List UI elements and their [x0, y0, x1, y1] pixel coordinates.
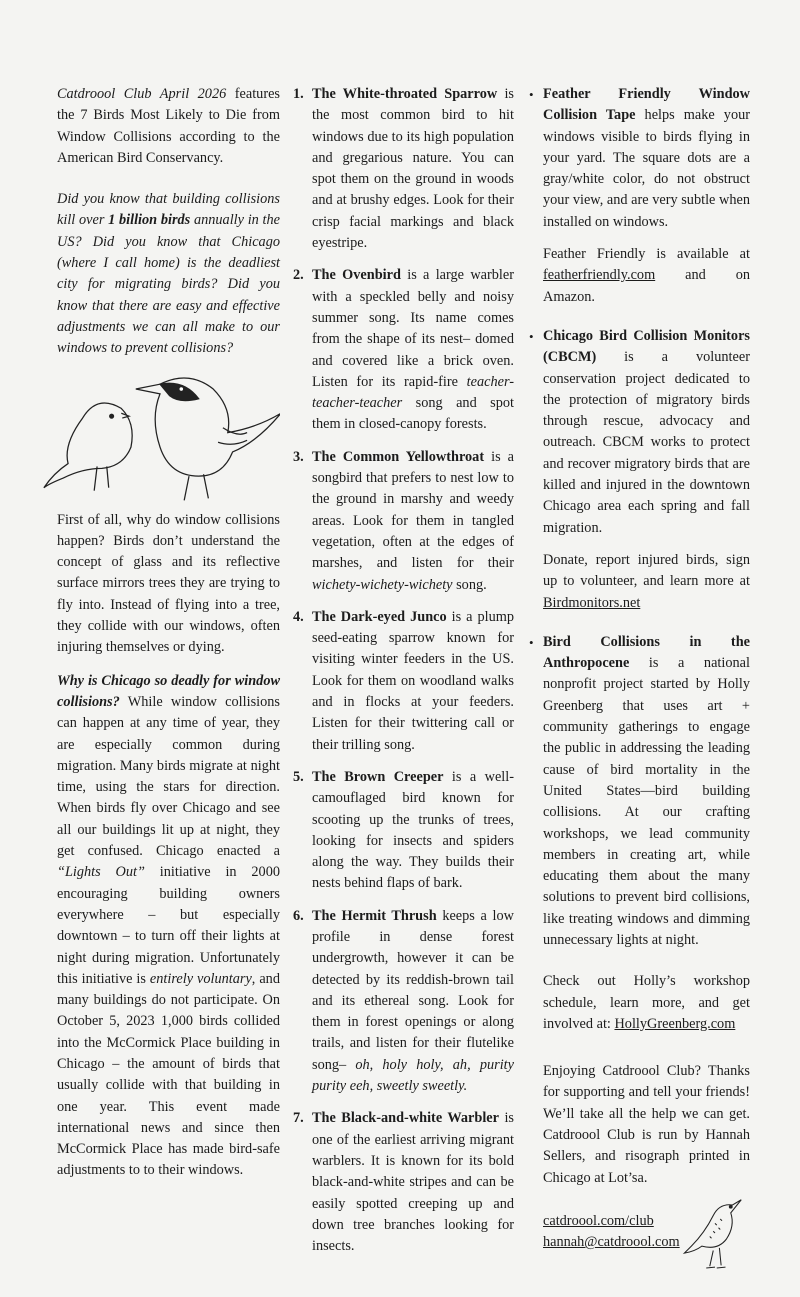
bullet-icon: • [529, 328, 534, 344]
text-segment: Enjoying Catdroool Club? Thanks for supporting and tell your friends! We’ll take all the help we can get. Catdroool Club is run by Hannah Sellers, and risograph printed in Chicago at Lot’sa. [543, 1063, 750, 1186]
bullet-icon: • [529, 634, 534, 650]
bird-list-item [293, 906, 514, 1098]
question-paragraph [57, 189, 280, 359]
text-segment: “Lights Out” [57, 864, 145, 881]
bird-description [312, 447, 514, 596]
bullet-icon: • [529, 87, 534, 102]
item-number: 4. [293, 608, 304, 625]
text-segment: Check out Holly’s workshop schedule, learn more, and get involved at: [543, 973, 750, 1032]
link[interactable]: HollyGreenberg.com [614, 1015, 736, 1032]
text-segment: is one of the earliest arriving migrant warblers. It is known for its bold black-and-white stripes and can be easily spotted creeping up and down tree branches looking for insects. [312, 1110, 514, 1255]
text-segment: entirely voluntary [149, 970, 252, 987]
text-segment: song. [452, 576, 487, 593]
text-segment: keeps a low profile in dense forest undergrowth, however it can be detected by its reddish-brown tail and its ethereal song. Look for them in forest openings or along trails, and listen for their flutelike song– [312, 907, 514, 1073]
text-segment: is a plump seed-eating sparrow known for visiting winter feeders in the US. Look for them on woodland walks and in flocks at your feeders. Listen for their twittering call or their trilling song. [312, 608, 514, 753]
feather-friendly-text [543, 84, 750, 233]
text-segment: wichety-wichety-wichety [312, 576, 453, 593]
contact-links [543, 1211, 680, 1254]
text-segment: is the most common bird to hit windows due to its high population and gregarious nature. You can spot them on the ground in woods and at brushy edges. Look for their crisp facial markings and black eyestripe. [312, 86, 514, 252]
item-number: 3. [293, 448, 304, 465]
text-segment: song and spot them in closed-canopy forests. [312, 395, 514, 433]
bird-list-item [293, 265, 514, 435]
cbcm-text [543, 326, 750, 539]
text-segment: Donate, report injured birds, sign up to volunteer, and learn more at [543, 551, 750, 590]
text-segment: helps make your windows visible to birds flying in your yard. The square dots are a gray/white color, do not obstruct your view, and are very subtle when installed on windows. [543, 107, 750, 230]
bird-list-item [293, 1108, 514, 1257]
bird-description [312, 906, 514, 1098]
text-segment: The Dark-eyed Junco [312, 608, 447, 625]
text-segment: The White-throated Sparrow [312, 86, 498, 102]
bird-list-item [293, 447, 514, 596]
text-segment: oh, holy holy, ah, purity purity eeh, sweetly sweetly. [312, 1056, 514, 1095]
text-segment: teacher-teacher-teacher [312, 373, 514, 412]
text-segment: Bird Collisions in the Anthropocene [543, 633, 750, 672]
column-left [57, 84, 280, 1182]
bird-list-item [293, 607, 514, 756]
birds-illustration [40, 360, 280, 510]
text-segment: While window collisions can happen at any time of year, they are especially common during migration. Many birds migrate at night time, using the stars for direction. When birds fly over Chicago and see all our buildings lit up at night, they get confused. Chicago enacted a [57, 693, 280, 860]
link[interactable]: featherfriendly.com [543, 267, 656, 284]
club-link[interactable]: catdroool.com/club [543, 1212, 654, 1229]
text-segment: is a well-camouflaged bird known for scooting up the trunks of trees, looking for insects and spiders along the way. They builds their nests behind flaps of bark. [312, 768, 514, 892]
column-right [529, 84, 750, 1277]
item-number: 5. [293, 768, 304, 785]
item-number: 6. [293, 907, 304, 924]
text-segment: Catdroool Club April 2026 [57, 86, 227, 102]
text-segment: The Hermit Thrush [312, 907, 437, 924]
text-segment: features the 7 Birds Most Likely to Die from Window Collisions according to the American Bird Conservancy. [57, 86, 280, 166]
email-link[interactable]: hannah@catdroool.com [543, 1234, 680, 1251]
thrush-illustration [680, 1189, 750, 1277]
bird-description [312, 607, 514, 756]
cbcm-section [529, 326, 750, 614]
text-segment: initiative in 2000 encouraging building owners everywhere – but especially downtown – to turn off their lights at night during migration. Unfortunately this initiative is [57, 864, 280, 987]
text-segment: 1 billion birds [108, 212, 191, 229]
anthropocene-text [543, 632, 750, 951]
intro-paragraph [57, 84, 280, 169]
outro-paragraph [543, 1061, 750, 1189]
bird-description [312, 767, 514, 895]
text-segment: is a volunteer conservation project dedicated to the protection of migratory birds through rescue, advocacy and outreach. CBCM works to protect and recover migratory birds that are killed and injured in the downtown Chicago area each spring and fall migration. [543, 349, 750, 536]
text-segment: Chicago Bird Collision Monitors (CBCM) [543, 327, 750, 366]
text-segment: The Common Yellowthroat [312, 448, 485, 465]
text-segment: , and many buildings do not participate. On October 5, 2023 1,000 birds collided into the McCormick Place building in Chicago – the amount of birds that usually collide with that building in one year. This event made international news and since then McCormick Place has made bird-safe adjustments to to their windows. [57, 970, 280, 1179]
feather-friendly-more [543, 244, 750, 308]
text-segment: The Ovenbird [312, 267, 401, 284]
why-happen-paragraph [57, 510, 280, 659]
bird-list-item [293, 84, 514, 254]
text-segment: Why is Chicago so deadly for window collisions? [57, 672, 280, 710]
bird-description [312, 1108, 514, 1257]
bird-description [312, 265, 514, 435]
text-segment: is a large warbler with a speckled belly and noisy summer song. Its name comes from the shape of its nest– domed and covered like a brick oven. Listen for its rapid-fire [312, 267, 514, 390]
link[interactable]: Birdmonitors.net [543, 594, 641, 611]
cbcm-more [543, 550, 750, 614]
why-chicago-paragraph [57, 671, 280, 1182]
item-number: 7. [293, 1110, 304, 1127]
text-segment: is a songbird that prefers to nest low to the ground in marshy and weedy areas. Look for them in tangled vegetation, often at the edges of marshes, and listen for their [312, 448, 515, 572]
feather-friendly-section [529, 84, 750, 308]
item-number: 2. [293, 267, 304, 284]
bird-description [312, 84, 514, 254]
text-segment: Feather Friendly Window Collision Tape [543, 86, 750, 124]
text-segment: is a national nonprofit project started by Holly Greenberg that uses art + community gatherings to engage the public in addressing the leading cause of bird mortality in the United States—bird building collisions. At our crafting workshops, we lead community members in creating art, while educating them about the many solutions to prevent bird collisions, like treating windows and dimming unnecessary lights at night. [543, 655, 750, 948]
text-segment: annually in the US? Did you know that Chicago (where I call home) is the deadliest city for migrating birds? Did you know that there are easy and effective adjustments we can all make to our windows to prevent collisions? [57, 212, 280, 357]
bird-list-item [293, 767, 514, 895]
anthropocene-more [543, 971, 750, 1035]
text-segment: and on Amazon. [543, 267, 750, 305]
text-segment: Feather Friendly is available at [543, 246, 750, 263]
text-segment: First of all, why do window collisions happen? Birds don’t understand the concept of glass and its reflective surface mirrors trees they are trying to fly into. Instead of flying into a tree, they collide with our windows, often injuring themselves or dying. [57, 511, 280, 656]
bird-list [293, 84, 514, 1257]
text-segment: Did you know that building collisions kill over [57, 191, 280, 229]
item-number: 1. [293, 86, 304, 102]
anthropocene-section [529, 632, 750, 1035]
contact-row [543, 1211, 750, 1277]
text-segment: The Black-and-white Warbler [312, 1110, 499, 1127]
text-segment: The Brown Creeper [312, 768, 444, 785]
